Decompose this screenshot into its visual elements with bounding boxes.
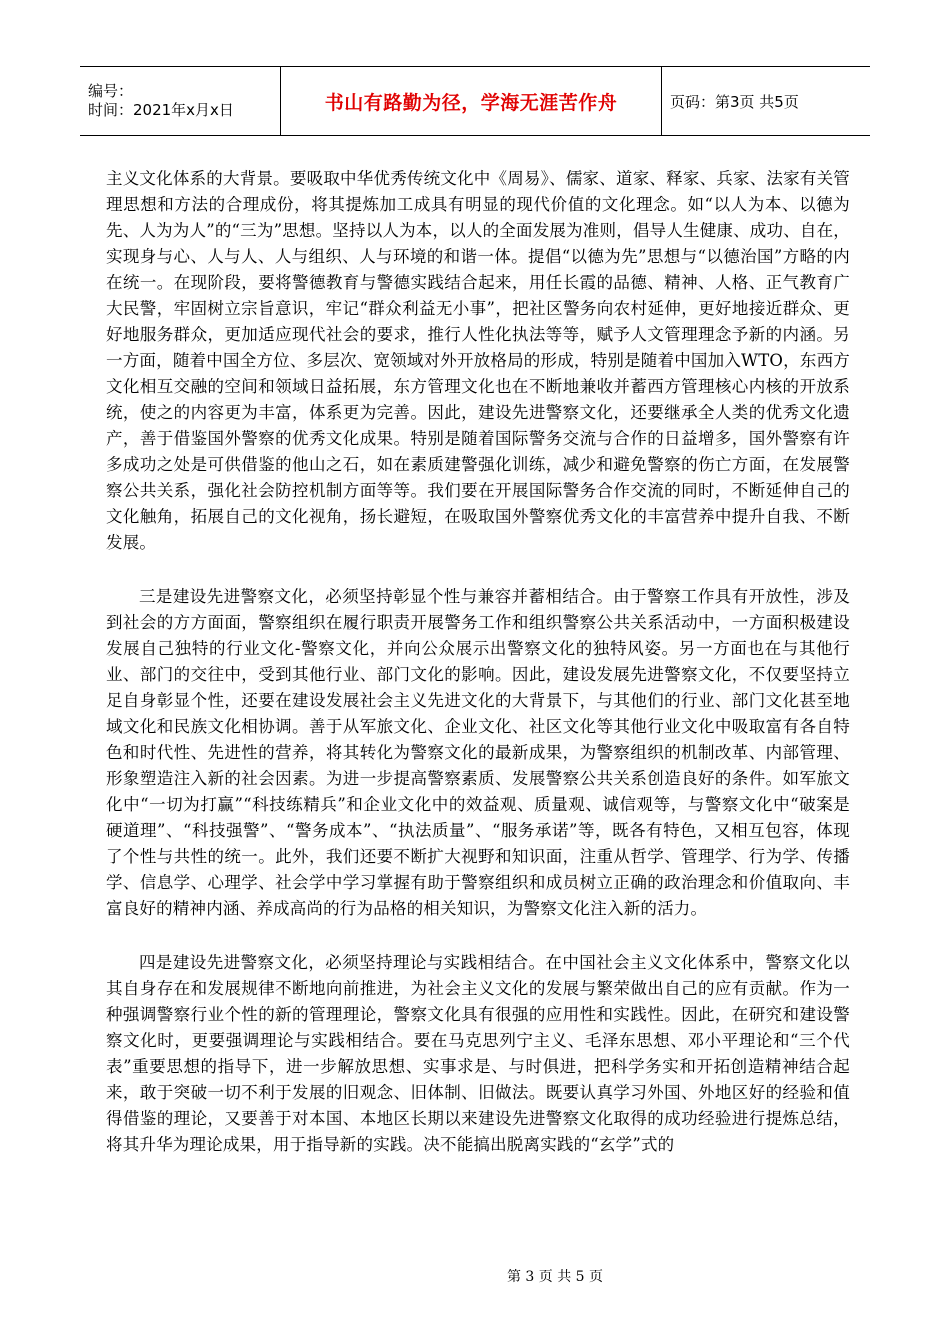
header-meta-cell <box>80 67 281 136</box>
document-body <box>106 166 850 1186</box>
paragraph-point-four: 四是建设先进警察文化，必须坚持理论与实践相结合。在中国社会主义文化体系中，警察文化以其自身存在和发展规律不断地向前推进，为社会主义文化的发展与繁荣做出自己的应有贡献。作为一种强调警察行业个性的新的管理理论，警察文化具有很强的应用性和实践性。因此，在研究和建设警察文化时，更要强调理论与实践相结合。要在马克思列宁主义、毛泽东思想、邓小平理论和“三个代表”重要思想的指导下，进一步解放思想、实事求是、与时俱进，把科学务实和开拓创造精神结合起来，敢于突破一切不利于发展的旧观念、旧体制、旧做法。既要认真学习外国、外地区好的经验和值得借鉴的理论，又要善于对本国、本地区长期以来建设先进警察文化取得的成功经验进行提炼总结，将其升华为理论成果，用于指导新的实践。决不能搞出脱离实践的“玄学”式的 <box>106 953 850 1154</box>
document-number-label: 编号： <box>88 82 134 100</box>
paragraph-continuation: 主义文化体系的大背景。要吸取中华优秀传统文化中《周易》、儒家、道家、释家、兵家、法家有关管理思想和方法的合理成份，将其提炼加工成具有明显的现代价值的文化理念。如“以人为本、以德为先、人为为人”的“三为”思想。坚持以人为本，以人的全面发展为准则，倡导人生健康、成功、自在，实现身与心、人与人、人与组织、人与环境的和谐一体。提倡“以德为先”思想与“以德治国”方略的内在统一。在现阶段，要将警德教育与警德实践结合起来，用任长霞的品德、精神、人格、正气教育广大民警，牢固树立宗旨意识，牢记“群众利益无小事”，把社区警务向农村延伸，更好地接近群众、更好地服务群众，更加适应现代社会的要求，推行人性化执法等等，赋予人文管理理念予新的内涵。另一方面，随着中国全方位、多层次、宽领域对外开放格局的形成，特别是随着中国加入WTO，东西方文化相互交融的空间和领域日益拓展，东方管理文化也在不断地兼收并蓄西方管理核心内核的开放系统，使之的内容更为丰富，体系更为完善。因此，建设先进警察文化，还要继承全人类的优秀文化遗产，善于借鉴国外警察的优秀文化成果。特别是随着国际警务交流与合作的日益增多，国外警察有许多成功之处是可供借鉴的他山之石，如在素质建警强化训练，减少和避免警察的伤亡方面，在发展警察公共关系，强化社会防控机制方面等等。我们要在开展国际警务合作交流的同时，不断延伸自己的文化触角，拓展自己的文化视角，扬长避短，在吸取国外警察优秀文化的丰富营养中提升自我、不断发展。 <box>106 169 851 552</box>
page-footer: 第 3 页 共 5 页 <box>506 1269 604 1285</box>
paragraph-point-three: 三是建设先进警察文化，必须坚持彰显个性与兼容并蓄相结合。由于警察工作具有开放性，涉及到社会的方方面面，警察组织在履行职责开展警务工作和组织警察公共关系活动中，一方面积极建设发展自己独特的行业文化-警察文化，并向公众展示出警察文化的独特风姿。另一方面也在与其他行业、部门的交往中，受到其他行业、部门文化的影响。因此，建设发展先进警察文化，不仅要坚持立足自身彰显个性，还要在建设发展社会主义先进文化的大背景下，与其他们的行业、部门文化甚至地域文化和民族文化相协调。善于从军旅文化、企业文化、社区文化等其他行业文化中吸取富有各自特色和时代性、先进性的营养，将其转化为警察文化的最新成果，为警察组织的机制改革、内部管理、形象塑造注入新的社会因素。为进一步提高警察素质、发展警察公共关系创造良好的条件。如军旅文化中“一切为打赢”“科技练精兵”和企业文化中的效益观、质量观、诚信观等，与警察文化中“破案是硬道理”、“科技强警”、“警务成本”、“执法质量”、“服务承诺”等，既各有特色，又相互包容，体现了个性与共性的统一。此外，我们还要不断扩大视野和知识面，注重从哲学、管理学、行为学、传播学、信息学、心理学、社会学中学习掌握有助于警察组织和成员树立正确的政治理念和价值取向、丰富良好的精神内涵、养成高尚的行为品格的相关知识，为警察文化注入新的活力。 <box>106 587 850 918</box>
document-header <box>80 66 870 136</box>
document-date-label: 时间：2021年x月x日 <box>88 101 234 119</box>
header-motto: 书山有路勤为径，学海无涯苦作舟 <box>281 67 662 136</box>
header-page-label: 页码：第3页 共5页 <box>662 67 871 136</box>
